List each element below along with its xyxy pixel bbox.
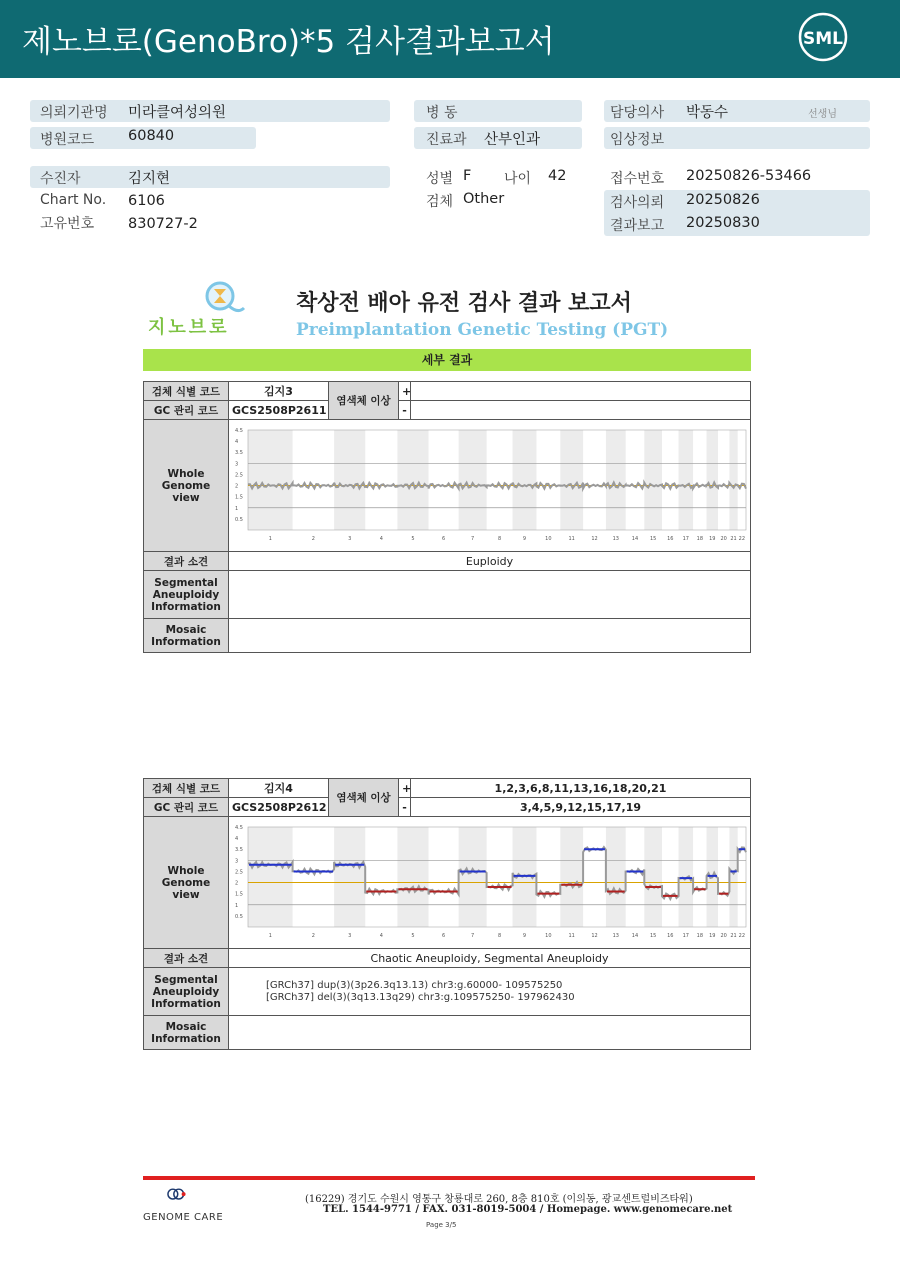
x-tick-label: 20 bbox=[720, 536, 727, 542]
segmental-label: Segmental Aneuploidy Information bbox=[144, 968, 229, 1016]
y-tick-label: 2 bbox=[235, 483, 239, 490]
genome-care-logo-icon bbox=[166, 1186, 210, 1210]
section-bar: 세부 결과 bbox=[143, 349, 751, 371]
x-tick-label: 15 bbox=[649, 933, 657, 939]
doctor-label: 담당의사 bbox=[610, 105, 665, 121]
y-tick-label: 0.5 bbox=[235, 913, 243, 920]
x-tick-label: 4 bbox=[379, 933, 383, 939]
plot-frame bbox=[248, 430, 746, 530]
y-tick-label: 4.5 bbox=[235, 825, 243, 831]
name-row bbox=[30, 166, 390, 188]
gc-code-value: GCS2508P2612 bbox=[229, 798, 329, 817]
specimen-code-label: 검체 식별 코드 bbox=[144, 382, 229, 401]
segmental-line: [GRCh37] dup(3)(3p26.3q13.13) chr3:g.60000- 109575250 bbox=[266, 979, 563, 991]
chromosome-band bbox=[560, 430, 583, 530]
dept-value: 산부인과 bbox=[484, 132, 541, 148]
chromosome-band bbox=[334, 827, 365, 927]
x-tick-label: 5 bbox=[411, 933, 415, 939]
genome-care-logo-text: GENOME CARE bbox=[143, 1212, 224, 1223]
x-tick-label: 10 bbox=[545, 536, 552, 542]
id-label: 고유번호 bbox=[40, 216, 95, 232]
x-tick-label: 2 bbox=[311, 536, 315, 542]
chromosome-band bbox=[729, 827, 737, 927]
plus-chromosomes bbox=[411, 382, 751, 401]
x-tick-label: 7 bbox=[471, 933, 475, 939]
sample-table-1 bbox=[143, 381, 751, 653]
req-inst-value: 미라클여성의원 bbox=[128, 105, 227, 121]
chromosome-band bbox=[644, 827, 662, 927]
hosp-code-value: 60840 bbox=[128, 128, 175, 144]
x-tick-label: 17 bbox=[682, 933, 690, 939]
chromosome-band bbox=[248, 430, 293, 530]
genobro-logo-text: 지노브로 bbox=[148, 317, 230, 338]
footer-contact: TEL. 1544-9771 / FAX. 031-8019-5004 / Homepage. www.genomecare.net bbox=[323, 1204, 733, 1215]
x-tick-label: 8 bbox=[498, 536, 502, 542]
chart-value: 6106 bbox=[128, 193, 165, 209]
mosaic-label: Mosaic Information bbox=[144, 1016, 229, 1050]
clinical-label: 임상정보 bbox=[610, 132, 665, 148]
chrom-abn-label: 염색체 이상 bbox=[329, 382, 399, 420]
x-tick-label: 22 bbox=[738, 933, 746, 939]
x-tick-label: 21 bbox=[730, 933, 737, 939]
specimen-code-value: 김지3 bbox=[229, 382, 329, 401]
chromosome-band bbox=[707, 430, 718, 530]
x-tick-label: 11 bbox=[568, 933, 575, 939]
chromosome-band bbox=[560, 827, 583, 927]
age-label: 나이 bbox=[504, 171, 532, 187]
header-bar bbox=[0, 0, 900, 78]
x-tick-label: 16 bbox=[667, 536, 674, 542]
x-tick-label: 12 bbox=[591, 536, 598, 542]
whole-genome-plot bbox=[232, 420, 753, 548]
report-label: 결과보고 bbox=[610, 218, 665, 234]
chromosome-band bbox=[334, 430, 365, 530]
x-tick-label: 3 bbox=[348, 536, 352, 542]
mosaic-label: Mosaic Information bbox=[144, 619, 229, 653]
sml-logo-text: SML bbox=[803, 29, 843, 49]
result-label: 결과 소견 bbox=[144, 552, 229, 571]
minus-chromosomes: 3,4,5,9,12,15,17,19 bbox=[411, 798, 751, 817]
x-tick-label: 3 bbox=[348, 933, 352, 939]
receipt-value: 20250826-53466 bbox=[686, 168, 812, 184]
wgv-cell bbox=[229, 817, 751, 949]
mosaic-value bbox=[229, 619, 751, 653]
chromosome-band bbox=[397, 827, 428, 927]
x-tick-label: 12 bbox=[591, 933, 598, 939]
specimen-code-label: 검체 식별 코드 bbox=[144, 779, 229, 798]
chromosome-band bbox=[513, 430, 537, 530]
report-title-kr: 착상전 배아 유전 검사 결과 보고서 bbox=[296, 291, 632, 316]
y-tick-label: 3 bbox=[235, 858, 239, 865]
y-tick-label: 1 bbox=[235, 902, 239, 909]
x-tick-label: 14 bbox=[631, 536, 639, 542]
y-tick-label: 0.5 bbox=[235, 516, 243, 523]
x-tick-label: 14 bbox=[631, 933, 639, 939]
age-value: 42 bbox=[548, 168, 567, 184]
chromosome-band bbox=[248, 827, 293, 927]
hosp-code-label: 병원코드 bbox=[40, 132, 95, 148]
sex-label: 성별 bbox=[426, 171, 454, 187]
footer-address: (16229) 경기도 수원시 영통구 창룡대로 260, 8층 810호 (이의동, 광교센트럴비즈타워) bbox=[305, 1194, 693, 1205]
x-tick-label: 5 bbox=[411, 536, 415, 542]
x-tick-label: 8 bbox=[498, 933, 502, 939]
request-label: 검사의뢰 bbox=[610, 195, 665, 211]
x-tick-label: 7 bbox=[471, 536, 475, 542]
chromosome-band bbox=[606, 430, 626, 530]
report-value: 20250830 bbox=[686, 215, 760, 231]
chromosome-band bbox=[679, 827, 694, 927]
mosaic-value bbox=[229, 1016, 751, 1050]
chart-label: Chart No. bbox=[40, 192, 107, 208]
report-title-en: Preimplantation Genetic Testing (PGT) bbox=[296, 320, 669, 340]
req-inst-label: 의뢰기관명 bbox=[40, 105, 108, 121]
x-tick-label: 11 bbox=[568, 536, 575, 542]
minus-sign: - bbox=[399, 401, 411, 420]
name-value: 김지현 bbox=[128, 171, 171, 187]
result-value: Euploidy bbox=[229, 552, 751, 571]
wgv-cell bbox=[229, 420, 751, 552]
chromosome-band bbox=[644, 430, 662, 530]
chromosome-band bbox=[397, 430, 428, 530]
segmental-value bbox=[229, 968, 751, 1016]
specimen-value: Other bbox=[463, 191, 505, 207]
x-tick-label: 10 bbox=[545, 933, 552, 939]
x-tick-label: 20 bbox=[720, 933, 727, 939]
page-number: Page 3/5 bbox=[426, 1221, 457, 1229]
x-tick-label: 19 bbox=[709, 933, 716, 939]
wgv-label: Whole Genome view bbox=[144, 420, 229, 552]
y-tick-label: 3 bbox=[235, 461, 239, 468]
chromosome-band bbox=[679, 430, 694, 530]
x-tick-label: 4 bbox=[379, 536, 383, 542]
name-label: 수진자 bbox=[40, 171, 81, 187]
copy-number-trace bbox=[248, 847, 746, 899]
chromosome-band bbox=[729, 430, 737, 530]
sex-value: F bbox=[463, 168, 472, 184]
x-tick-label: 15 bbox=[649, 536, 657, 542]
doctor-value: 박동수 bbox=[686, 105, 729, 121]
y-tick-label: 4 bbox=[235, 439, 239, 446]
chromosome-band bbox=[459, 430, 487, 530]
wgv-label: Whole Genome view bbox=[144, 817, 229, 949]
chrom-abn-label: 염색체 이상 bbox=[329, 779, 399, 817]
specimen-code-value: 김지4 bbox=[229, 779, 329, 798]
id-value: 830727-2 bbox=[128, 216, 198, 232]
segmental-line: [GRCh37] del(3)(3q13.13q29) chr3:g.109575250- 197962430 bbox=[266, 991, 575, 1003]
y-tick-label: 2 bbox=[235, 880, 239, 887]
minus-sign: - bbox=[399, 798, 411, 817]
gc-code-label: GC 관리 코드 bbox=[144, 798, 229, 817]
copy-number-trace bbox=[248, 483, 746, 489]
y-tick-label: 3.5 bbox=[235, 450, 243, 457]
x-tick-label: 13 bbox=[612, 933, 619, 939]
y-tick-label: 2.5 bbox=[235, 472, 243, 479]
x-tick-label: 18 bbox=[696, 536, 704, 542]
x-tick-label: 6 bbox=[441, 933, 446, 939]
result-value: Chaotic Aneuploidy, Segmental Aneuploidy bbox=[229, 949, 751, 968]
footer-divider bbox=[143, 1176, 755, 1180]
x-tick-label: 9 bbox=[522, 933, 527, 939]
y-tick-label: 4 bbox=[235, 836, 239, 843]
specimen-label: 검체 bbox=[426, 194, 454, 210]
plus-chromosomes: 1,2,3,6,8,11,13,16,18,20,21 bbox=[411, 779, 751, 798]
x-tick-label: 19 bbox=[709, 536, 716, 542]
chromosome-band bbox=[606, 827, 626, 927]
ward-label: 병 동 bbox=[426, 105, 458, 121]
gc-code-label: GC 관리 코드 bbox=[144, 401, 229, 420]
result-label: 결과 소견 bbox=[144, 949, 229, 968]
sample-table-2 bbox=[143, 778, 751, 1050]
plus-sign: + bbox=[399, 382, 411, 401]
segmental-label: Segmental Aneuploidy Information bbox=[144, 571, 229, 619]
x-tick-label: 18 bbox=[696, 933, 704, 939]
dept-label: 진료과 bbox=[426, 132, 467, 148]
chromosome-band bbox=[459, 827, 487, 927]
x-tick-label: 17 bbox=[682, 536, 690, 542]
receipt-label: 접수번호 bbox=[610, 171, 665, 187]
y-tick-label: 1.5 bbox=[235, 494, 243, 501]
plot-frame bbox=[248, 827, 746, 927]
x-tick-label: 6 bbox=[441, 536, 446, 542]
x-tick-label: 1 bbox=[268, 933, 272, 939]
y-tick-label: 3.5 bbox=[235, 847, 243, 854]
doctor-suffix: 선생님 bbox=[808, 109, 837, 120]
x-tick-label: 16 bbox=[667, 933, 674, 939]
x-tick-label: 2 bbox=[311, 933, 315, 939]
page-title: 제노브로(GenoBro)*5 검사결과보고서 bbox=[22, 24, 555, 60]
sml-logo-icon bbox=[794, 12, 852, 62]
minus-chromosomes bbox=[411, 401, 751, 420]
y-tick-label: 2.5 bbox=[235, 869, 243, 876]
gc-code-value: GCS2508P2611 bbox=[229, 401, 329, 420]
x-tick-label: 21 bbox=[730, 536, 737, 542]
whole-genome-plot bbox=[232, 817, 753, 945]
x-tick-label: 9 bbox=[522, 536, 527, 542]
x-tick-label: 1 bbox=[268, 536, 272, 542]
y-tick-label: 1 bbox=[235, 505, 239, 512]
x-tick-label: 22 bbox=[738, 536, 746, 542]
plus-sign: + bbox=[399, 779, 411, 798]
y-tick-label: 1.5 bbox=[235, 891, 243, 898]
y-tick-label: 4.5 bbox=[235, 428, 243, 434]
x-tick-label: 13 bbox=[612, 536, 619, 542]
request-value: 20250826 bbox=[686, 192, 760, 208]
segmental-value bbox=[229, 571, 751, 619]
